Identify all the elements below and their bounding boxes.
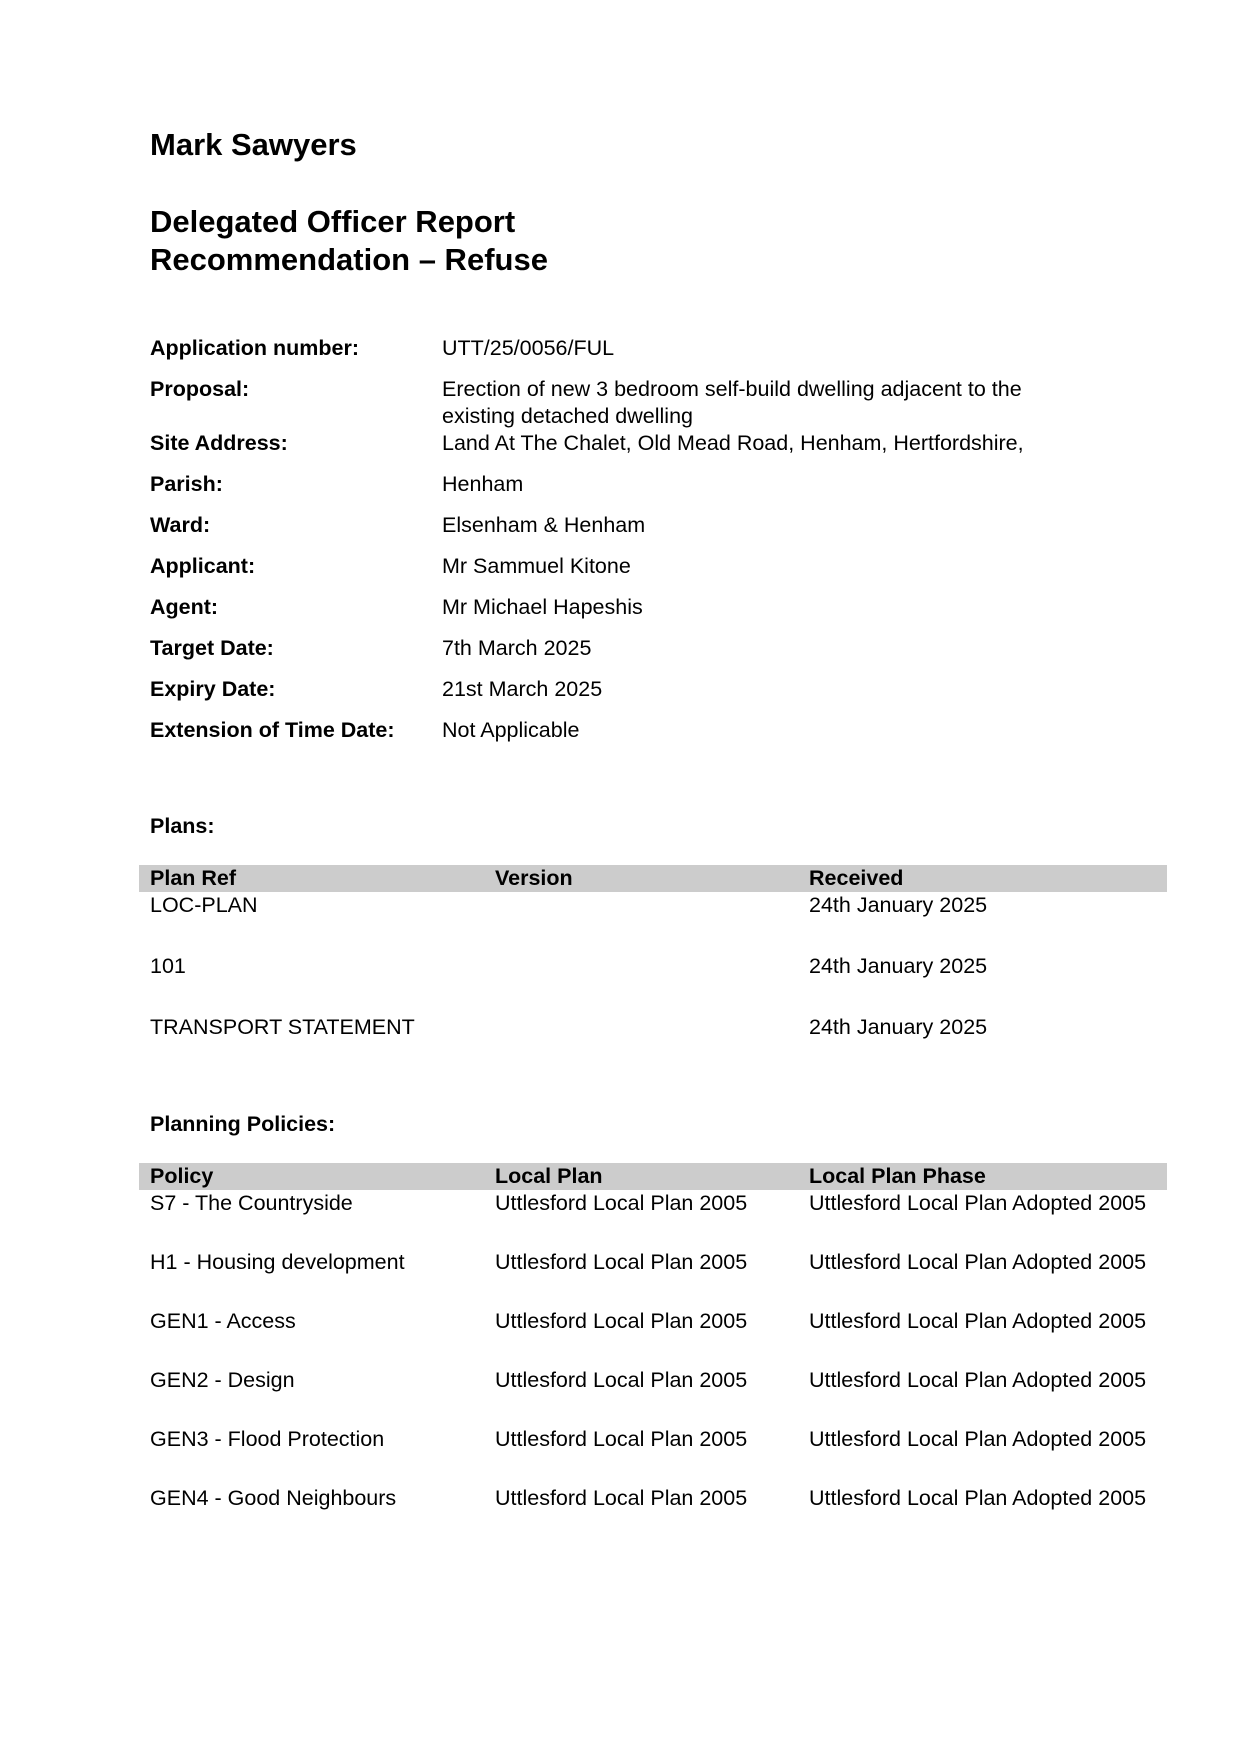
officer-name: Mark Sawyers — [150, 127, 357, 162]
policies-heading: Planning Policies: — [150, 1112, 336, 1136]
detail-row — [150, 512, 1150, 539]
detail-row — [150, 376, 1150, 430]
report-title-line: Delegated Officer Report — [150, 204, 516, 239]
policies-table — [139, 1163, 1167, 1544]
plan-ref: TRANSPORT STATEMENT — [150, 1015, 415, 1039]
detail-label: Agent: — [150, 595, 219, 619]
plan-received: 24th January 2025 — [809, 893, 988, 917]
plan-ref: 101 — [150, 954, 186, 978]
plan-version — [484, 1014, 798, 1075]
detail-value: Mr Sammuel Kitone — [442, 554, 631, 578]
plan-version — [484, 892, 798, 953]
table-row — [139, 892, 1167, 953]
detail-value: Mr Michael Hapeshis — [442, 595, 643, 619]
local-plan-phase: Uttlesford Local Plan Adopted 2005 — [809, 1427, 1147, 1451]
policy-name: GEN2 - Design — [150, 1368, 295, 1392]
plans-heading: Plans: — [150, 814, 215, 838]
table-row — [139, 1308, 1167, 1367]
table-row — [139, 953, 1167, 1014]
local-plan-phase: Uttlesford Local Plan Adopted 2005 — [809, 1250, 1147, 1274]
recommendation-line: Recommendation – Refuse — [150, 242, 548, 277]
detail-value: Land At The Chalet, Old Mead Road, Henham, Hertfordshire, — [442, 431, 1024, 455]
column-header: Local Plan Phase — [798, 1163, 1167, 1190]
policy-name: H1 - Housing development — [150, 1250, 405, 1274]
detail-label: Target Date: — [150, 636, 274, 660]
detail-value: UTT/25/0056/FUL — [442, 336, 615, 360]
table-row — [139, 1485, 1167, 1544]
detail-label: Parish: — [150, 472, 223, 496]
policy-name: GEN3 - Flood Protection — [150, 1427, 385, 1451]
detail-label: Site Address: — [150, 431, 288, 455]
detail-label: Application number: — [150, 336, 360, 360]
column-header: Received — [798, 865, 1167, 892]
detail-row — [150, 553, 1150, 580]
local-plan-phase: Uttlesford Local Plan Adopted 2005 — [809, 1486, 1147, 1510]
detail-row — [150, 471, 1150, 498]
local-plan: Uttlesford Local Plan 2005 — [495, 1427, 748, 1451]
detail-row — [150, 635, 1150, 662]
detail-row — [150, 594, 1150, 621]
table-header-row — [139, 1163, 1167, 1190]
column-header: Policy — [139, 1163, 484, 1190]
detail-label: Proposal: — [150, 377, 250, 401]
local-plan: Uttlesford Local Plan 2005 — [495, 1309, 748, 1333]
table-row — [139, 1249, 1167, 1308]
detail-value: Erection of new 3 bedroom self-build dwelling adjacent to the existing detached dwelling — [442, 377, 1022, 428]
detail-row — [150, 717, 1150, 744]
plans-table — [139, 865, 1167, 1075]
local-plan: Uttlesford Local Plan 2005 — [495, 1191, 748, 1215]
table-header-row — [139, 865, 1167, 892]
local-plan-phase: Uttlesford Local Plan Adopted 2005 — [809, 1191, 1147, 1215]
detail-row — [150, 430, 1150, 457]
detail-row — [150, 676, 1150, 703]
table-row — [139, 1367, 1167, 1426]
local-plan-phase: Uttlesford Local Plan Adopted 2005 — [809, 1309, 1147, 1333]
local-plan-phase: Uttlesford Local Plan Adopted 2005 — [809, 1368, 1147, 1392]
local-plan: Uttlesford Local Plan 2005 — [495, 1368, 748, 1392]
local-plan: Uttlesford Local Plan 2005 — [495, 1486, 748, 1510]
column-header: Local Plan — [484, 1163, 798, 1190]
plan-received: 24th January 2025 — [809, 954, 988, 978]
plan-version — [484, 953, 798, 1014]
detail-value: Elsenham & Henham — [442, 513, 646, 537]
detail-value: 7th March 2025 — [442, 636, 592, 660]
detail-label: Applicant: — [150, 554, 256, 578]
application-details — [150, 335, 1150, 744]
table-row — [139, 1426, 1167, 1485]
detail-row — [150, 335, 1150, 362]
column-header: Version — [484, 865, 798, 892]
detail-value: 21st March 2025 — [442, 677, 603, 701]
detail-value: Not Applicable — [442, 718, 580, 742]
detail-label: Extension of Time Date: — [150, 718, 395, 742]
detail-value: Henham — [442, 472, 524, 496]
local-plan: Uttlesford Local Plan 2005 — [495, 1250, 748, 1274]
policy-name: GEN4 - Good Neighbours — [150, 1486, 397, 1510]
policy-name: S7 - The Countryside — [150, 1191, 353, 1215]
plan-received: 24th January 2025 — [809, 1015, 988, 1039]
table-row — [139, 1014, 1167, 1075]
policy-name: GEN1 - Access — [150, 1309, 296, 1333]
table-row — [139, 1190, 1167, 1249]
column-header: Plan Ref — [139, 865, 484, 892]
report-title — [150, 203, 548, 279]
plan-ref: LOC-PLAN — [150, 893, 258, 917]
detail-label: Expiry Date: — [150, 677, 276, 701]
detail-label: Ward: — [150, 513, 211, 537]
